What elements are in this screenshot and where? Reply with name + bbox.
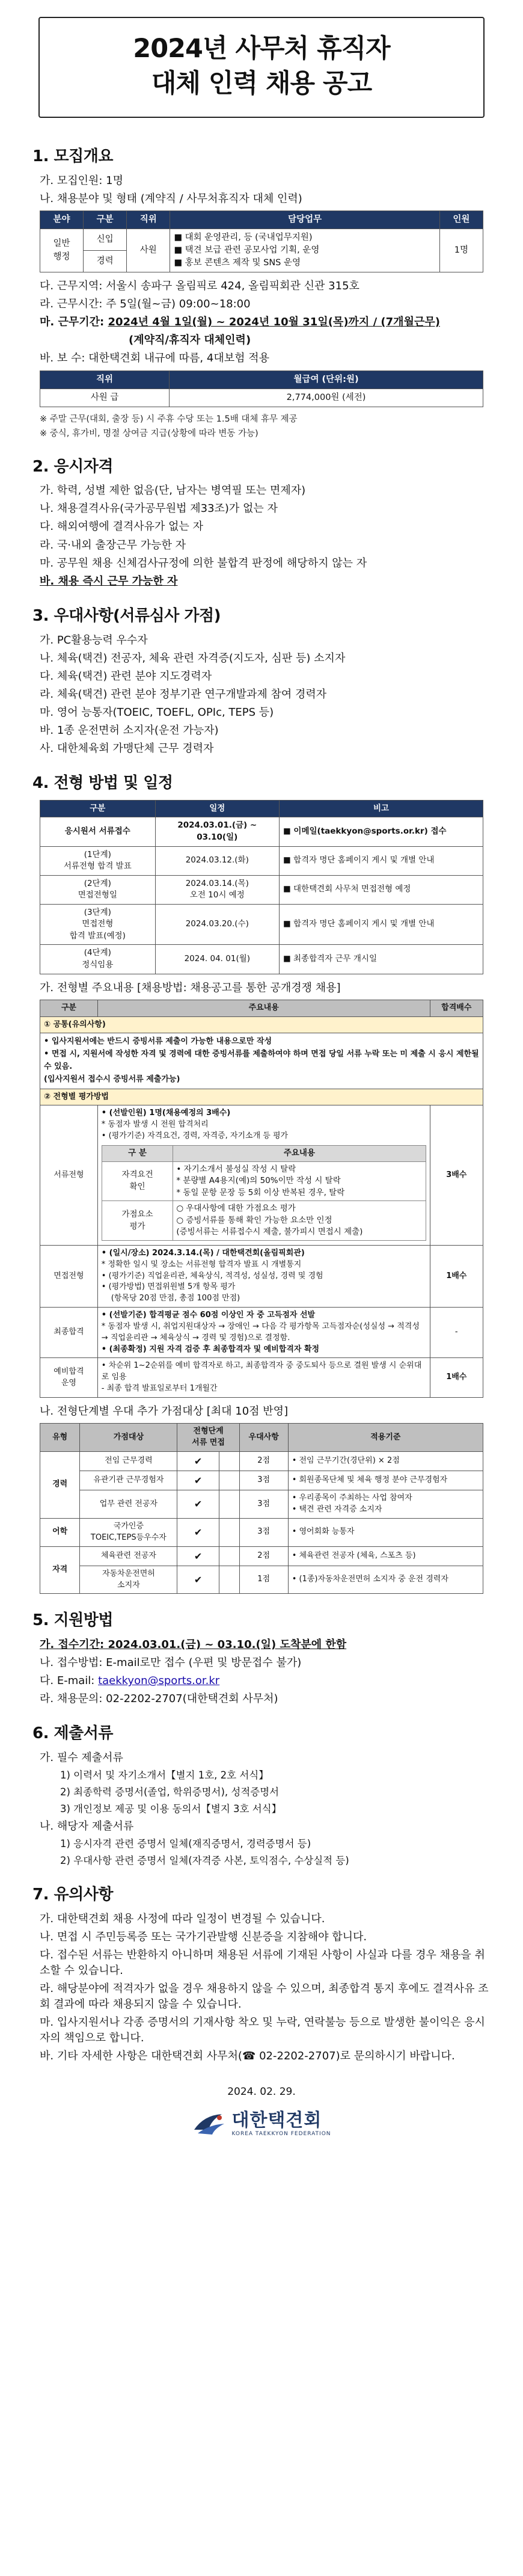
taekkyon-federation-emblem-icon — [192, 2112, 227, 2137]
section-preferences — [32, 605, 491, 757]
interview-multiple: 1배수 — [430, 1245, 483, 1307]
eval-title: ② 전형별 평가방법 — [40, 1089, 483, 1105]
interview-content — [97, 1245, 430, 1307]
list-item: 가. 필수 제출서류 — [40, 1751, 123, 1765]
col-header: 유형 — [40, 1424, 80, 1452]
section-application — [32, 1609, 491, 1707]
notice-date: 2024. 02. 29. — [227, 2086, 296, 2098]
pay-table — [40, 370, 483, 407]
col-header: 구분 — [84, 211, 127, 229]
list-item: 바. 1종 운전면허 소지자(운전 가능자) — [40, 724, 219, 737]
bonus-type: 어학 — [40, 1518, 80, 1546]
sub-item: 2) 우대사항 관련 증명서 일체(자격증 사본, 토익점수, 수상실적 등) — [60, 1855, 349, 1867]
list-item: 나. 체육(택견) 전공자, 체육 관련 자격증(지도자, 심판 등) 소지자 — [40, 651, 346, 665]
check-mark: ✔ — [177, 1566, 219, 1594]
check-mark — [219, 1546, 239, 1566]
sched-date: 2024.03.12.(화) — [155, 846, 279, 875]
sub-item: 1) 응시자격 관련 증명서 일체(재직증명서, 경력증명서 등) — [60, 1838, 311, 1850]
bonus-criteria: • 영어회화 능통자 — [288, 1518, 483, 1546]
table-row — [40, 875, 483, 904]
table-row — [40, 1451, 483, 1471]
sched-date: 2024.03.14.(목) 오전 10시 예정 — [155, 875, 279, 904]
final-label: 최종합격 — [40, 1308, 98, 1358]
pay-position: 사원 급 — [40, 389, 170, 407]
bonus-table — [40, 1423, 483, 1594]
doc-inner-table — [102, 1145, 426, 1241]
pay-table-wrap — [40, 370, 483, 407]
section-documents — [32, 1723, 491, 1867]
bonus-target: 유관기관 근무경험자 — [80, 1471, 177, 1490]
item-pay: 바. 보 수: 대한택견회 내규에 따름, 4대보험 적용 — [40, 352, 269, 365]
check-mark — [219, 1566, 239, 1594]
bonus-target: 체육관련 전공자 — [80, 1546, 177, 1566]
sub-item: 3) 개인정보 제공 및 이용 동의서【별지 3호 서식】 — [60, 1803, 282, 1815]
check-mark — [219, 1451, 239, 1471]
interview-line: • (일시/장소) 2024.3.14.(목) / 대한택견회(올림픽회관) — [101, 1248, 305, 1258]
check-mark: ✔ — [177, 1451, 219, 1471]
section-notes — [32, 1884, 491, 2065]
table-row — [40, 1490, 483, 1519]
check-mark — [219, 1490, 239, 1519]
item-period — [40, 315, 491, 330]
logo-subtext: KOREA TAEKKYON FEDERATION — [231, 2131, 331, 2138]
col-header: 분야 — [40, 211, 84, 229]
section-title: 7. 유의사항 — [32, 1885, 113, 1904]
section-title: 1. 모집개요 — [32, 147, 113, 166]
table-row — [40, 1566, 483, 1594]
common-line: (입사지원서 접수시 증빙서류 제출가능) — [44, 1074, 180, 1084]
email-link[interactable]: taekkyon@sports.or.kr — [98, 1674, 220, 1688]
pay-amount: 2,774,000원 (세전) — [170, 389, 483, 407]
schedule-table-wrap — [40, 800, 483, 974]
section-title: 2. 응시자격 — [32, 457, 113, 476]
duties-cell — [170, 229, 440, 272]
list-item: 바. 기타 자세한 사항은 대한택견회 사무처(☎ 02-2202-2707)로 문의하시기 바랍니다. — [40, 2050, 455, 2063]
common-line: • 면접 시, 지원서에 작성한 자격 및 경력에 대한 증빙서류를 제출하여야 하며 면접 당일 서류 누락 또는 미 제출 시 응시 제한될 수 있음. — [44, 1050, 479, 1071]
item-field: 나. 채용분야 및 형태 (계약직 / 사무처휴직자 대체 인력) — [40, 192, 302, 205]
col-header: 가점대상 — [80, 1424, 177, 1452]
col-header: 월급여 (단위:원) — [170, 370, 483, 389]
table-row — [40, 1546, 483, 1566]
col-header: 일정 — [155, 800, 279, 817]
list-item: 다. 해외여행에 결격사유가 없는 자 — [40, 520, 204, 533]
doc-content — [97, 1105, 430, 1245]
list-item: 라. 체육(택견) 관련 분야 정부기관 연구개발과제 참여 경력자 — [40, 687, 327, 701]
check-mark: ✔ — [177, 1471, 219, 1490]
common-notes — [40, 1033, 483, 1089]
bonus-type: 경력 — [40, 1451, 80, 1518]
col-header: 구분 — [40, 1000, 98, 1016]
bonus-points: 3점 — [239, 1490, 288, 1519]
inner-header: 구 분 — [102, 1145, 173, 1161]
list-item: 사. 대한체육회 가맹단체 근무 경력자 — [40, 742, 214, 755]
sub-item: 2) 최종학력 증명서(졸업, 학위증명서), 성적증명서 — [60, 1786, 280, 1798]
bonus-type: 자격 — [40, 1546, 80, 1594]
inner-label: 가점요소 평가 — [102, 1201, 173, 1241]
list-item: 가. 학력, 성별 제한 없음(단, 남자는 병역필 또는 면제자) — [40, 484, 306, 497]
col-header: 직위 — [127, 211, 170, 229]
bonus-target: 전임 근무경력 — [80, 1451, 177, 1471]
interview-line: (항목당 20점 만점, 총점 100점 만점) — [111, 1294, 240, 1303]
section-qualifications — [32, 456, 491, 589]
list-item: 가. PC활용능력 우수자 — [40, 633, 148, 647]
count-cell: 1명 — [439, 229, 483, 272]
sched-note: ■ 최종합격자 근무 개시일 — [279, 945, 483, 974]
check-mark — [219, 1518, 239, 1546]
schedule-table — [40, 800, 483, 974]
table-row — [40, 1518, 483, 1546]
final-line: • (최종확정) 지원 자격 검증 후 최종합격자 및 예비합격자 확정 — [101, 1344, 320, 1354]
common-title: ① 공통(유의사항) — [40, 1016, 483, 1033]
reserve-multiple: 1배수 — [430, 1358, 483, 1398]
reserve-label: 예비합격 운영 — [40, 1358, 98, 1398]
doc-line: * 동점자 발생 시 전원 합격처리 — [101, 1120, 209, 1130]
inner-label: 자격요건 확인 — [102, 1161, 173, 1201]
bonus-table-wrap — [40, 1423, 483, 1594]
duty-item: ■ 홍보 콘텐츠 제작 및 SNS 운영 — [174, 258, 301, 268]
col-header: 인원 — [439, 211, 483, 229]
section-title: 5. 지원방법 — [32, 1611, 113, 1630]
final-content — [97, 1308, 430, 1358]
doc-multiple: 3배수 — [430, 1105, 483, 1245]
reserve-line: • 차순위 1~2순위를 예비 합격자로 하고, 최종합격자 중 중도퇴사 등으로 결원 발생 시 순위대로 임용 — [101, 1361, 422, 1382]
sched-date: 2024. 04. 01(월) — [155, 945, 279, 974]
bonus-points: 3점 — [239, 1471, 288, 1490]
period-value: 2024년 4월 1일(월) ~ 2024년 10월 31일(목)까지 / (7개월근무) — [108, 316, 440, 329]
list-item: 마. 공무원 채용 신체검사규정에 의한 불합격 판정에 해당하지 않는 자 — [40, 556, 367, 570]
list-item: 가. 대한택견회 채용 사정에 따라 일정이 변경될 수 있습니다. — [40, 1912, 325, 1925]
sched-date: 2024.03.20.(수) — [155, 904, 279, 945]
reserve-line: - 최종 합격 발표일로부터 1개월간 — [101, 1384, 218, 1394]
final-multiple: - — [430, 1308, 483, 1358]
bonus-target: 국가인증 TOEIC,TEPS등우수자 — [80, 1518, 177, 1546]
title-box — [38, 17, 485, 118]
sched-note: ■ 이메일(taekkyon@sports.or.kr) 접수 — [279, 817, 483, 846]
sched-stage: (4단계) 정식임용 — [40, 945, 156, 974]
col-header: 비고 — [279, 800, 483, 817]
col-header: 직위 — [40, 370, 170, 389]
item-main-content: 가. 전형별 주요내용 [채용방법: 채용공고를 통한 공개경쟁 채용] — [40, 981, 341, 994]
sched-stage: (2단계) 면접전형일 — [40, 875, 156, 904]
list-item: 라. 해당분야에 적격자가 없을 경우 채용하지 않을 수 있으며, 최종합격 통지 후에도 결격사유 조회 결과에 따라 채용되지 않을 수 있습니다. — [40, 1982, 489, 2011]
evaluation-table — [40, 1000, 483, 1398]
item-count: 가. 모집인원: 1명 — [40, 174, 124, 187]
list-item: 나. 접수방법: E-mail로만 접수 (우편 및 방문접수 불가) — [40, 1656, 302, 1670]
bonus-criteria: • (1종)자동차운전면허 소지자 중 운전 경력자 — [288, 1566, 483, 1594]
list-item: 나. 해당자 제출서류 — [40, 1820, 134, 1833]
sched-stage: (1단계) 서류전형 합격 발표 — [40, 846, 156, 875]
inner-header: 주요내용 — [173, 1145, 426, 1161]
interview-label: 면접전형 — [40, 1245, 98, 1307]
section-title: 3. 우대사항(서류심사 가점) — [32, 606, 221, 625]
table-row — [40, 904, 483, 945]
sched-note: ■ 합격자 명단 홈페이지 게시 및 개별 안내 — [279, 846, 483, 875]
organization-logo — [32, 2110, 491, 2138]
col-header: 전형단계 서류 면접 — [177, 1424, 239, 1452]
duty-item: ■ 택견 보급 관련 공모사업 기획, 운영 — [174, 245, 320, 255]
list-item: 라. 채용문의: 02-2202-2707(대한택견회 사무처) — [40, 1692, 278, 1706]
item-location: 다. 근무지역: 서울시 송파구 올림픽로 424, 올림픽회관 신관 315호 — [40, 280, 359, 293]
bonus-points: 1점 — [239, 1566, 288, 1594]
doc-label: 서류전형 — [40, 1105, 98, 1245]
interview-line: • (평가방법) 면접위원별 5개 항목 평가 — [101, 1282, 236, 1292]
sched-note: ■ 대한택견회 사무처 면접전형 예정 — [279, 875, 483, 904]
position-table-wrap — [40, 211, 483, 272]
logo-text-block — [231, 2110, 331, 2138]
interview-line: * 정확한 일시 및 장소는 서류전형 합격자 발표 시 개별통지 — [101, 1259, 302, 1269]
logo-text: 대한택견회 — [231, 2110, 322, 2132]
type-cell: 경력 — [84, 251, 127, 272]
table-row — [40, 945, 483, 974]
col-header: 담당업무 — [170, 211, 440, 229]
doc-line: • (평가기준) 자격요건, 경력, 자격증, 자기소개 등 평가 — [101, 1131, 289, 1141]
section-selection-schedule — [32, 772, 491, 1594]
item-hours: 라. 근무시간: 주 5일(월~금) 09:00~18:00 — [40, 298, 251, 311]
check-mark: ✔ — [177, 1518, 219, 1546]
period-sub: (계약직/휴직자 대체인력) — [129, 334, 251, 347]
sub-item: 1) 이력서 및 자기소개서【별지 1호, 2호 서식】 — [60, 1769, 269, 1781]
bonus-criteria: • 회원종목단체 및 체육 행정 분야 근무경험자 — [288, 1471, 483, 1490]
list-item: 다. 체육(택견) 관련 분야 지도경력자 — [40, 669, 212, 683]
doc-line: • (선발인원) 1명(채용예정의 3배수) — [101, 1108, 231, 1118]
sched-date: 2024.03.01.(금) ~ 03.10(일) — [155, 817, 279, 846]
inner-content: ○ 우대사항에 대한 가점요소 평가 ○ 증빙서류를 통해 확인 가능한 요소만 인정 (증빙서류는 서류접수시 제출, 불가피시 면접시 제출) — [173, 1201, 426, 1241]
col-header: 합격배수 — [430, 1000, 483, 1016]
duty-item: ■ 대회 운영관리, 등 (국내업무지원) — [174, 232, 313, 242]
section-recruitment-overview — [32, 146, 491, 440]
note: ※ 중식, 휴가비, 명절 상여금 지급(상황에 따라 변동 가능) — [40, 428, 258, 438]
list-item: 바. 채용 즉시 근무 가능한 자 — [40, 574, 178, 588]
list-item: 가. 접수기간: 2024.03.01.(금) ~ 03.10.(일) 도착분에 한함 — [40, 1638, 347, 1652]
bonus-criteria: • 체육관련 전공자 (체육, 스포츠 등) — [288, 1546, 483, 1566]
position-cell: 사원 — [127, 229, 170, 272]
section-title: 6. 제출서류 — [32, 1724, 113, 1743]
position-table — [40, 211, 483, 272]
col-header: 구분 — [40, 800, 156, 817]
bonus-criteria: • 전임 근무기간(경단위) × 2점 — [288, 1451, 483, 1471]
bonus-criteria: • 우리종목이 주최하는 사업 참여자 • 택견 관련 자격증 소지자 — [288, 1490, 483, 1519]
sched-note: ■ 합격자 명단 홈페이지 게시 및 개별 안내 — [279, 904, 483, 945]
bonus-points: 3점 — [239, 1518, 288, 1546]
list-item: 다. 접수된 서류는 반환하지 아니하며 채용된 서류에 기재된 사항이 사실과 다를 경우 채용을 취소할 수 있습니다. — [40, 1948, 485, 1977]
sched-stage: (3단계) 면접전형 합격 발표(예정) — [40, 904, 156, 945]
type-cell: 신입 — [84, 229, 127, 250]
title-line-1: 2024년 사무처 휴직자 — [133, 34, 390, 64]
bonus-points: 2점 — [239, 1546, 288, 1566]
list-item: 마. 입사지원서나 각종 증명서의 기재사항 착오 및 누락, 연락불능 등으로 발생한 불이익은 응시자의 책임으로 합니다. — [40, 2016, 485, 2045]
col-header: 우대사항 — [239, 1424, 288, 1452]
reserve-content — [97, 1358, 430, 1398]
final-line: * 동점자 발생 시, 취업지원대상자 → 장애인 → 다음 각 평가항목 고득점자순(성실성 → 적격성 → 직업윤리관 → 체육상식 → 경력 및 경험)으로 결정함. — [101, 1321, 420, 1342]
list-item — [40, 1673, 491, 1689]
final-line: • (선발기준) 합격평균 점수 60점 이상인 자 중 고득점자 선발 — [101, 1311, 316, 1320]
table-row — [40, 1471, 483, 1490]
bonus-target: 업무 관련 전공자 — [80, 1490, 177, 1519]
item-bonus: 나. 전형단계별 우대 추가 가점대상 [최대 10점 반영] — [40, 1405, 289, 1418]
check-mark: ✔ — [177, 1546, 219, 1566]
check-mark: ✔ — [177, 1490, 219, 1519]
check-mark — [219, 1471, 239, 1490]
period-label: 마. 근무기간: — [40, 316, 108, 329]
table-row — [40, 846, 483, 875]
evaluation-table-wrap — [40, 1000, 483, 1398]
col-header: 적용기준 — [288, 1424, 483, 1452]
list-item: 나. 채용결격사유(국가공무원법 제33조)가 없는 자 — [40, 502, 278, 515]
inner-content: • 자기소개서 불성실 작성 시 탈락 * 분량별 A4용지(예)의 50%이만 작성 시 탈락 * 동일 문항 문장 등 5회 이상 반복된 경우, 탈락 — [173, 1161, 426, 1201]
common-line: • 입사지원서에는 반드시 증빙서류 제출이 가능한 내용으로만 작성 — [44, 1037, 272, 1047]
col-header: 주요내용 — [97, 1000, 430, 1016]
table-row — [40, 817, 483, 846]
list-item: 라. 국·내외 출장근무 가능한 자 — [40, 538, 186, 552]
section-title: 4. 전형 방법 및 일정 — [32, 774, 173, 793]
email-label: 다. E-mail: — [40, 1674, 99, 1688]
note: ※ 주말 근무(대회, 출장 등) 시 주휴 수당 또는 1.5배 대체 휴무 제공 — [40, 414, 298, 424]
bonus-target: 자동차운전면허 소지자 — [80, 1566, 177, 1594]
list-item: 나. 면접 시 주민등록증 또는 국가기관발행 신분증을 지참해야 합니다. — [40, 1930, 367, 1943]
field-cell: 일반 행정 — [40, 229, 84, 272]
list-item: 마. 영어 능통자(TOEIC, TOEFL, OPIc, TEPS 등) — [40, 705, 274, 719]
interview-line: • (평가기준) 직업윤리관, 체육상식, 적격성, 성실성, 경력 및 경험 — [101, 1271, 323, 1280]
sched-stage: 응시원서 서류접수 — [40, 817, 156, 846]
title-line-2: 대체 인력 채용 공고 — [151, 69, 372, 99]
bonus-points: 2점 — [239, 1451, 288, 1471]
